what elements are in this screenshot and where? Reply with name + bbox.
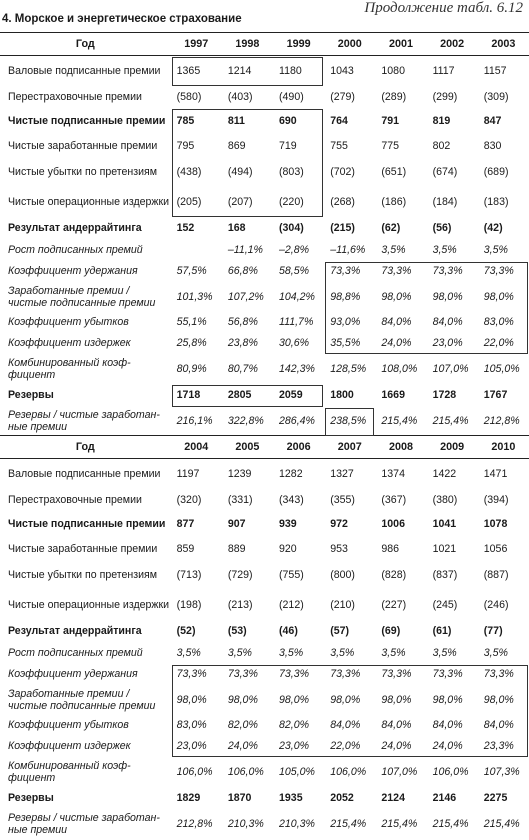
cell-value: 212,8%	[483, 414, 520, 427]
row-label: Коэффициент убытков	[8, 719, 129, 731]
cell-value: 1422	[432, 467, 457, 480]
cell-value: 105,0%	[279, 765, 315, 778]
cell-value: 1800	[330, 389, 354, 401]
cell-value	[171, 240, 222, 261]
cell-value: 84,0%	[432, 719, 463, 731]
table-row	[0, 312, 529, 333]
cell-value: 3,5%	[432, 244, 457, 256]
table-row	[0, 282, 529, 312]
cell-value: (69)	[381, 625, 401, 637]
year-header: 1997	[171, 33, 222, 56]
cell-value: 830	[483, 139, 502, 152]
table-row	[0, 407, 529, 436]
cell-value: 66,8%	[227, 265, 258, 277]
table-row	[0, 736, 529, 757]
cell-value: 972	[330, 518, 348, 530]
row-label: Валовые подписанные премии	[8, 64, 161, 77]
cell-value: 1365	[176, 64, 201, 77]
cell-value: 23,0%	[279, 740, 310, 752]
cell-value: 111,7%	[279, 316, 314, 328]
cell-value: (205)	[176, 195, 202, 208]
cell-value: 210,3%	[227, 818, 264, 830]
row-label: Коэффициент издержек	[8, 337, 131, 349]
cell-value: 719	[279, 139, 297, 152]
cell-value: 1197	[176, 467, 200, 480]
cell-value: 98,0%	[330, 693, 361, 706]
table-row	[0, 664, 529, 685]
table-row	[0, 240, 529, 261]
cell-value: 106,0%	[432, 765, 469, 778]
row-label: Чистые подписанные премии	[8, 115, 166, 127]
row-label: Чистые заработанные премии	[8, 542, 158, 555]
row-label: Резервы / чистые заработан- ные премии	[8, 408, 160, 433]
table-row	[0, 511, 529, 538]
cell-value: 1117	[432, 64, 455, 77]
cell-value: (299)	[432, 90, 458, 103]
cell-value: (367)	[381, 493, 407, 506]
cell-value: (355)	[330, 493, 355, 506]
cell-value: 83,0%	[176, 719, 207, 731]
cell-value: (245)	[432, 598, 458, 611]
table-row	[0, 489, 529, 511]
cell-value: 73,3%	[483, 265, 514, 277]
year-label: Год	[0, 33, 171, 56]
year-header: 2008	[375, 436, 426, 459]
cell-value: 322,8%	[227, 414, 264, 427]
cell-value: 56,8%	[227, 316, 258, 328]
cell-value: 215,4%	[432, 818, 469, 830]
cell-value: 2124	[381, 792, 405, 804]
cell-value: (42)	[483, 222, 503, 234]
cell-value: (828)	[381, 568, 407, 581]
cell-value: 238,5%	[330, 414, 367, 427]
cell-value: 84,0%	[432, 316, 463, 328]
table-row	[0, 108, 529, 135]
cell-value: 1043	[330, 64, 354, 77]
cell-value: 1327	[330, 467, 354, 480]
cell-value: 1935	[279, 792, 303, 804]
cell-value: (198)	[176, 598, 202, 611]
cell-value: 847	[483, 115, 502, 127]
row-label: Чистые убытки по претензиям	[8, 165, 158, 178]
row-label: Рост подписанных премий	[8, 244, 143, 256]
table-row	[0, 157, 529, 187]
table-row	[0, 538, 529, 560]
cell-value: 1041	[432, 518, 457, 530]
cell-value: (837)	[432, 568, 458, 581]
cell-value: (53)	[227, 625, 247, 637]
cell-value: 22,0%	[330, 740, 361, 752]
cell-value: 3,5%	[279, 647, 304, 659]
cell-value: 877	[176, 518, 195, 530]
cell-value: (580)	[176, 90, 202, 103]
cell-value: 690	[279, 115, 297, 127]
year-header: 1999	[273, 33, 324, 56]
table2-header-row	[0, 436, 529, 459]
table-row	[0, 333, 529, 354]
row-label: Комбинированный коэф- фициент	[8, 759, 131, 784]
cell-value: 107,3%	[483, 765, 520, 778]
cell-value: 73,3%	[483, 668, 514, 680]
cell-value: (702)	[330, 165, 355, 178]
cell-value: 811	[227, 115, 245, 127]
cell-value: –2,8%	[279, 244, 310, 256]
cell-value: 24,0%	[227, 740, 258, 752]
cell-value: 107,0%	[432, 362, 469, 375]
section-title: 4. Морское и энергетическое страхование	[2, 13, 242, 25]
cell-value: 2052	[330, 792, 354, 804]
cell-value: 764	[330, 115, 348, 127]
year-header: 2010	[478, 436, 529, 459]
year-header: 1998	[222, 33, 273, 56]
cell-value: 286,4%	[279, 414, 315, 427]
row-label: Резервы	[8, 792, 54, 804]
cell-value: 216,1%	[176, 414, 213, 427]
year-header: 2007	[324, 436, 375, 459]
table-row	[0, 560, 529, 590]
cell-value: 93,0%	[330, 316, 361, 328]
table1-header-row	[0, 33, 529, 56]
cell-value: 210,3%	[279, 818, 315, 830]
cell-value: 859	[176, 542, 195, 555]
cell-value: 106,0%	[330, 765, 367, 778]
cell-value: 73,3%	[279, 668, 310, 680]
cell-value: 98,0%	[432, 693, 463, 706]
cell-value: 98,0%	[483, 290, 514, 303]
cell-value: (215)	[330, 222, 355, 234]
row-label: Результат андеррайтинга	[8, 625, 142, 637]
cell-value: 1767	[483, 389, 508, 401]
cell-value: 755	[330, 139, 348, 152]
table-row	[0, 217, 529, 240]
cell-value: 1374	[381, 467, 405, 480]
cell-value: (184)	[432, 195, 458, 208]
cell-value: 3,5%	[483, 647, 508, 659]
table-row	[0, 620, 529, 643]
cell-value: 98,0%	[279, 693, 310, 706]
cell-value: 2146	[432, 792, 457, 804]
cell-value: 2275	[483, 792, 508, 804]
year-header: 2004	[171, 436, 222, 459]
cell-value: 73,3%	[330, 668, 361, 680]
cell-value: 82,0%	[279, 719, 310, 731]
year-label: Год	[0, 436, 171, 459]
table-row	[0, 459, 529, 489]
cell-value: 785	[176, 115, 195, 127]
row-label: Комбинированный коэф- фициент	[8, 356, 131, 381]
table-row	[0, 810, 529, 839]
cell-value: (57)	[330, 625, 350, 637]
cell-value: (210)	[330, 598, 355, 611]
cell-value: (186)	[381, 195, 407, 208]
cell-value: 802	[432, 139, 451, 152]
row-label: Валовые подписанные премии	[8, 467, 161, 480]
cell-value: 3,5%	[176, 647, 201, 659]
cell-value: (279)	[330, 90, 355, 103]
cell-value: 1669	[381, 389, 405, 401]
cell-value: 215,4%	[330, 818, 367, 830]
cell-value: (56)	[432, 222, 452, 234]
table-row	[0, 261, 529, 282]
cell-value: 23,3%	[483, 740, 514, 752]
cell-value: 35,5%	[330, 337, 361, 349]
cell-value: (207)	[227, 195, 253, 208]
cell-value: (403)	[227, 90, 253, 103]
cell-value: 23,0%	[432, 337, 463, 349]
cell-value: 98,0%	[483, 693, 514, 706]
cell-value: (331)	[227, 493, 253, 506]
table-row	[0, 56, 529, 86]
table-row	[0, 643, 529, 664]
cell-value: 98,8%	[330, 290, 361, 303]
cell-value: (729)	[227, 568, 253, 581]
cell-value: (183)	[483, 195, 509, 208]
cell-value: 101,3%	[176, 290, 213, 303]
cell-value: 986	[381, 542, 400, 555]
row-label: Коэффициент издержек	[8, 740, 131, 752]
cell-value: 3,5%	[381, 647, 406, 659]
table-row	[0, 685, 529, 715]
cell-value: 168	[227, 222, 246, 234]
table-row	[0, 757, 529, 787]
cell-value: (394)	[483, 493, 509, 506]
year-header: 2006	[273, 436, 324, 459]
cell-value: 55,1%	[176, 316, 207, 328]
cell-value: 24,0%	[381, 337, 412, 349]
cell-value: 105,0%	[483, 362, 520, 375]
cell-value: (52)	[176, 625, 196, 637]
table-row	[0, 86, 529, 108]
cell-value: (651)	[381, 165, 407, 178]
cell-value: 889	[227, 542, 246, 555]
cell-value: (246)	[483, 598, 509, 611]
cell-value: (803)	[279, 165, 304, 178]
cell-value: 775	[381, 139, 400, 152]
cell-value: 73,3%	[227, 668, 258, 680]
cell-value: 84,0%	[381, 719, 412, 731]
cell-value: 73,3%	[381, 265, 412, 277]
continuation-caption: Продолжение табл. 6.12	[364, 0, 523, 16]
cell-value: 73,3%	[432, 265, 463, 277]
cell-value: 57,5%	[176, 265, 207, 277]
cell-value: 920	[279, 542, 297, 555]
cell-value: (887)	[483, 568, 509, 581]
cell-value: 98,0%	[381, 693, 412, 706]
cell-value: 58,5%	[279, 265, 310, 277]
cell-value: 80,7%	[227, 362, 258, 375]
row-label: Результат андеррайтинга	[8, 222, 142, 234]
cell-value: 953	[330, 542, 348, 555]
cell-value: (268)	[330, 195, 355, 208]
cell-value: 73,3%	[381, 668, 412, 680]
cell-value: 106,0%	[176, 765, 213, 778]
cell-value: (438)	[176, 165, 202, 178]
row-label: Перестраховочные премии	[8, 90, 142, 103]
row-label: Чистые операционные издержки	[8, 195, 170, 208]
cell-value: 3,5%	[483, 244, 508, 256]
cell-value: (755)	[279, 568, 304, 581]
cell-value: (380)	[432, 493, 458, 506]
cell-value: 98,0%	[381, 290, 412, 303]
row-label: Коэффициент убытков	[8, 316, 129, 328]
cell-value: (309)	[483, 90, 509, 103]
cell-value: 107,2%	[227, 290, 264, 303]
year-header: 2005	[222, 436, 273, 459]
row-label: Перестраховочные премии	[8, 493, 142, 506]
cell-value: 215,4%	[381, 414, 418, 427]
cell-value: 939	[279, 518, 297, 530]
cell-value: 1080	[381, 64, 405, 77]
cell-value: 1180	[279, 64, 302, 77]
cell-value: 104,2%	[279, 290, 315, 303]
cell-value: 22,0%	[483, 337, 514, 349]
cell-value: 142,3%	[279, 362, 315, 375]
cell-value: 907	[227, 518, 246, 530]
cell-value: 795	[176, 139, 195, 152]
cell-value: 128,5%	[330, 362, 367, 375]
cell-value: 212,8%	[176, 818, 213, 830]
cell-value: (46)	[279, 625, 298, 637]
cell-value: (61)	[432, 625, 452, 637]
cell-value: (490)	[279, 90, 304, 103]
cell-value: 3,5%	[381, 244, 406, 256]
cell-value: 1239	[227, 467, 252, 480]
cell-value: 1021	[432, 542, 457, 555]
cell-value: 3,5%	[432, 647, 457, 659]
cell-value: 82,0%	[227, 719, 258, 731]
row-label: Заработанные премии / чистые подписанные премии	[8, 687, 156, 712]
data-table	[0, 32, 529, 839]
cell-value: 2059	[279, 389, 303, 401]
cell-value: 24,0%	[432, 740, 463, 752]
cell-value: 80,9%	[176, 362, 207, 375]
cell-value: (304)	[279, 222, 304, 234]
cell-value: 215,4%	[381, 818, 418, 830]
cell-value: 24,0%	[381, 740, 412, 752]
cell-value: 215,4%	[432, 414, 469, 427]
cell-value: 83,0%	[483, 316, 514, 328]
cell-value: 1078	[483, 518, 508, 530]
cell-value: 23,8%	[227, 337, 258, 349]
cell-value: 1006	[381, 518, 405, 530]
cell-value: 869	[227, 139, 246, 152]
year-header: 2001	[375, 33, 426, 56]
cell-value: 215,4%	[483, 818, 520, 830]
row-label: Рост подписанных премий	[8, 647, 143, 659]
year-header: 2000	[324, 33, 375, 56]
cell-value: (227)	[381, 598, 407, 611]
cell-value: 30,6%	[279, 337, 310, 349]
cell-value: (320)	[176, 493, 202, 506]
cell-value: (494)	[227, 165, 253, 178]
year-header: 2003	[478, 33, 529, 56]
year-header: 2002	[427, 33, 478, 56]
cell-value: (689)	[483, 165, 509, 178]
row-label: Коэффициент удержания	[8, 265, 138, 277]
table-row	[0, 787, 529, 810]
cell-value: 819	[432, 115, 451, 127]
row-label: Резервы / чистые заработан- ные премии	[8, 812, 160, 836]
table-row	[0, 187, 529, 217]
cell-value: 84,0%	[330, 719, 361, 731]
cell-value: 98,0%	[432, 290, 463, 303]
cell-value: 1157	[483, 64, 507, 77]
table-row	[0, 384, 529, 407]
table-row	[0, 590, 529, 620]
cell-value: 2805	[227, 389, 252, 401]
cell-value: 108,0%	[381, 362, 418, 375]
cell-value: (674)	[432, 165, 458, 178]
cell-value: 1471	[483, 467, 508, 480]
row-label: Чистые операционные издержки	[8, 598, 170, 611]
cell-value: (289)	[381, 90, 407, 103]
cell-value: 84,0%	[381, 316, 412, 328]
cell-value: 23,0%	[176, 740, 207, 752]
cell-value: 106,0%	[227, 765, 264, 778]
cell-value: 98,0%	[227, 693, 258, 706]
cell-value: 1056	[483, 542, 508, 555]
cell-value: 1728	[432, 389, 457, 401]
financial-table	[0, 32, 529, 839]
cell-value: (62)	[381, 222, 401, 234]
cell-value: (77)	[483, 625, 503, 637]
table-row	[0, 715, 529, 736]
cell-value: (713)	[176, 568, 202, 581]
cell-value: (212)	[279, 598, 304, 611]
cell-value: (220)	[279, 195, 304, 208]
cell-value: 1718	[176, 389, 201, 401]
cell-value: (800)	[330, 568, 355, 581]
table-row	[0, 135, 529, 157]
row-label: Резервы	[8, 389, 54, 401]
cell-value: (343)	[279, 493, 304, 506]
cell-value: 1829	[176, 792, 201, 804]
cell-value: 152	[176, 222, 195, 234]
row-label: Чистые подписанные премии	[8, 518, 166, 530]
row-label: Чистые убытки по претензиям	[8, 568, 158, 581]
cell-value: 1870	[227, 792, 252, 804]
cell-value: 3,5%	[330, 647, 355, 659]
table-row	[0, 354, 529, 384]
cell-value: 1214	[227, 64, 252, 77]
cell-value: (213)	[227, 598, 253, 611]
row-label: Заработанные премии / чистые подписанные премии	[8, 284, 156, 309]
year-header: 2009	[427, 436, 478, 459]
cell-value: 73,3%	[330, 265, 361, 277]
cell-value: 107,0%	[381, 765, 418, 778]
cell-value: –11,6%	[330, 244, 366, 256]
cell-value: 73,3%	[432, 668, 463, 680]
cell-value: 73,3%	[176, 668, 207, 680]
cell-value: 25,8%	[176, 337, 207, 349]
row-label: Коэффициент удержания	[8, 668, 138, 680]
cell-value: 98,0%	[176, 693, 207, 706]
cell-value: –11,1%	[227, 244, 263, 256]
cell-value: 791	[381, 115, 400, 127]
cell-value: 3,5%	[227, 647, 252, 659]
cell-value: 84,0%	[483, 719, 514, 731]
row-label: Чистые заработанные премии	[8, 139, 158, 152]
cell-value: 1282	[279, 467, 303, 480]
